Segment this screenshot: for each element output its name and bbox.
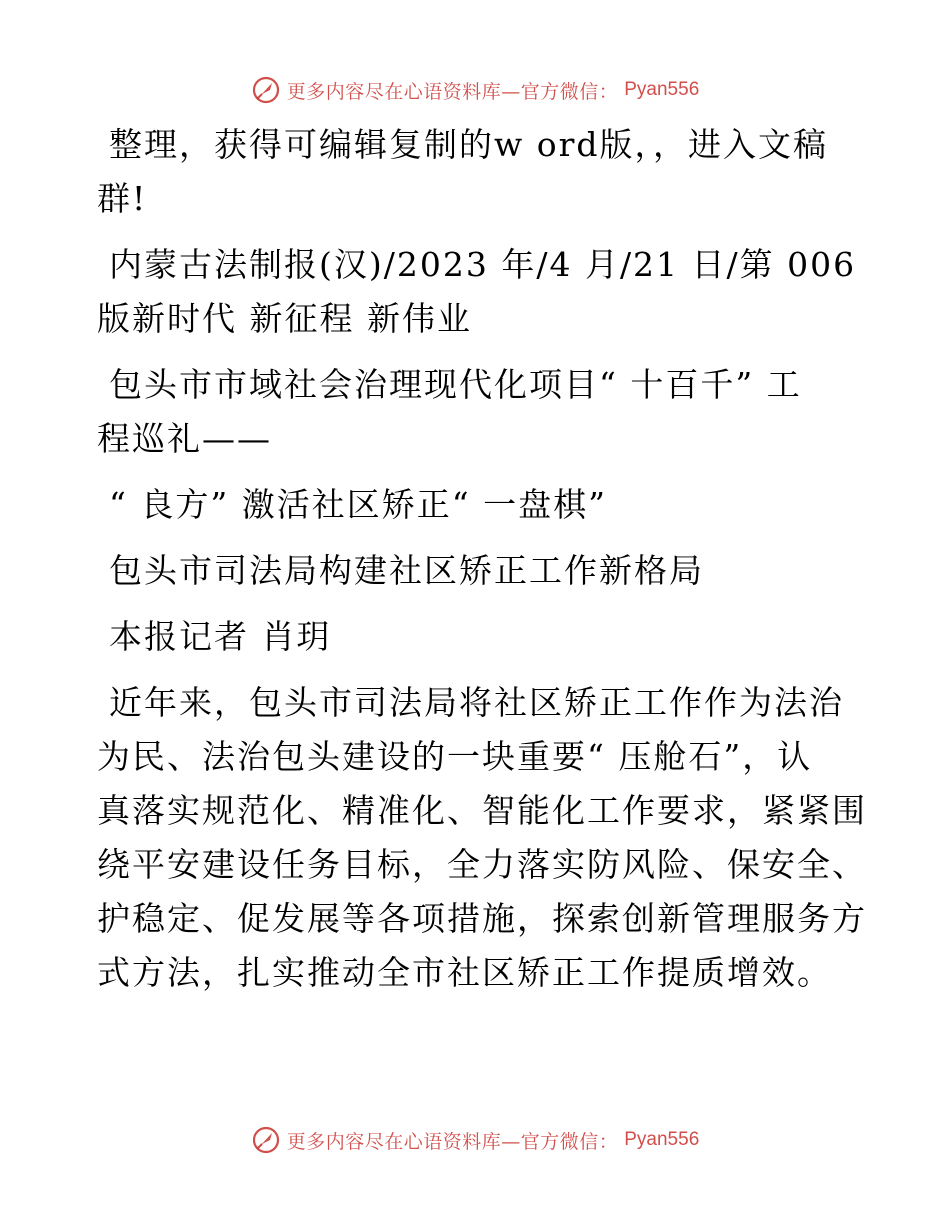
quill-logo-icon — [251, 1125, 281, 1155]
series-title — [97, 358, 857, 466]
watermark-text: 更多内容尽在心语资料库—官方微信： — [286, 80, 619, 103]
header-watermark — [0, 70, 950, 110]
text-line: 整理，获得可编辑复制的w ord版，，进入文稿 — [109, 125, 829, 164]
text-line: 式方法，扎实推动全市社区矫正工作提质增效。 — [97, 953, 832, 992]
article-subheadline — [97, 544, 857, 598]
watermark-text: 更多内容尽在心语资料库—官方微信： — [286, 1130, 619, 1153]
text-line: 近年来，包头市司法局将社区矫正工作作为法治 — [109, 683, 844, 722]
text-line: 包头市市域社会治理现代化项目“ 十百千” 工 — [109, 365, 802, 404]
watermark-wechat-id: Pyan556 — [624, 1129, 700, 1150]
text-line: 为民、法治包头建设的一块重要“ 压舱石”，认 — [97, 737, 813, 776]
article-headline — [97, 478, 857, 532]
text-line: 群! — [97, 179, 148, 218]
text-line: 版新时代 新征程 新伟业 — [97, 299, 472, 338]
text-line: 真落实规范化、精准化、智能化工作要求，紧紧围 — [97, 791, 867, 830]
text-line: 内蒙古法制报(汉)/2023 年/4 月/21 日/第 006 — [109, 245, 857, 284]
text-line: “ 良方” 激活社区矫正“ 一盘棋” — [109, 485, 607, 524]
byline — [97, 610, 857, 664]
intro-note — [97, 118, 857, 226]
footer-watermark — [0, 1120, 950, 1160]
text-line: 本报记者 肖玥 — [109, 617, 332, 656]
watermark-wechat-id: Pyan556 — [624, 79, 700, 100]
source-line — [97, 238, 857, 346]
text-line: 护稳定、促发展等各项措施，探索创新管理服务方 — [97, 899, 867, 938]
body-paragraph — [97, 676, 867, 1000]
article-content — [97, 118, 867, 1012]
text-line: 绕平安建设任务目标，全力落实防风险、保安全、 — [97, 845, 867, 884]
quill-logo-icon — [251, 75, 281, 105]
text-line: 程巡礼—— — [97, 419, 272, 458]
text-line: 包头市司法局构建社区矫正工作新格局 — [109, 551, 704, 590]
